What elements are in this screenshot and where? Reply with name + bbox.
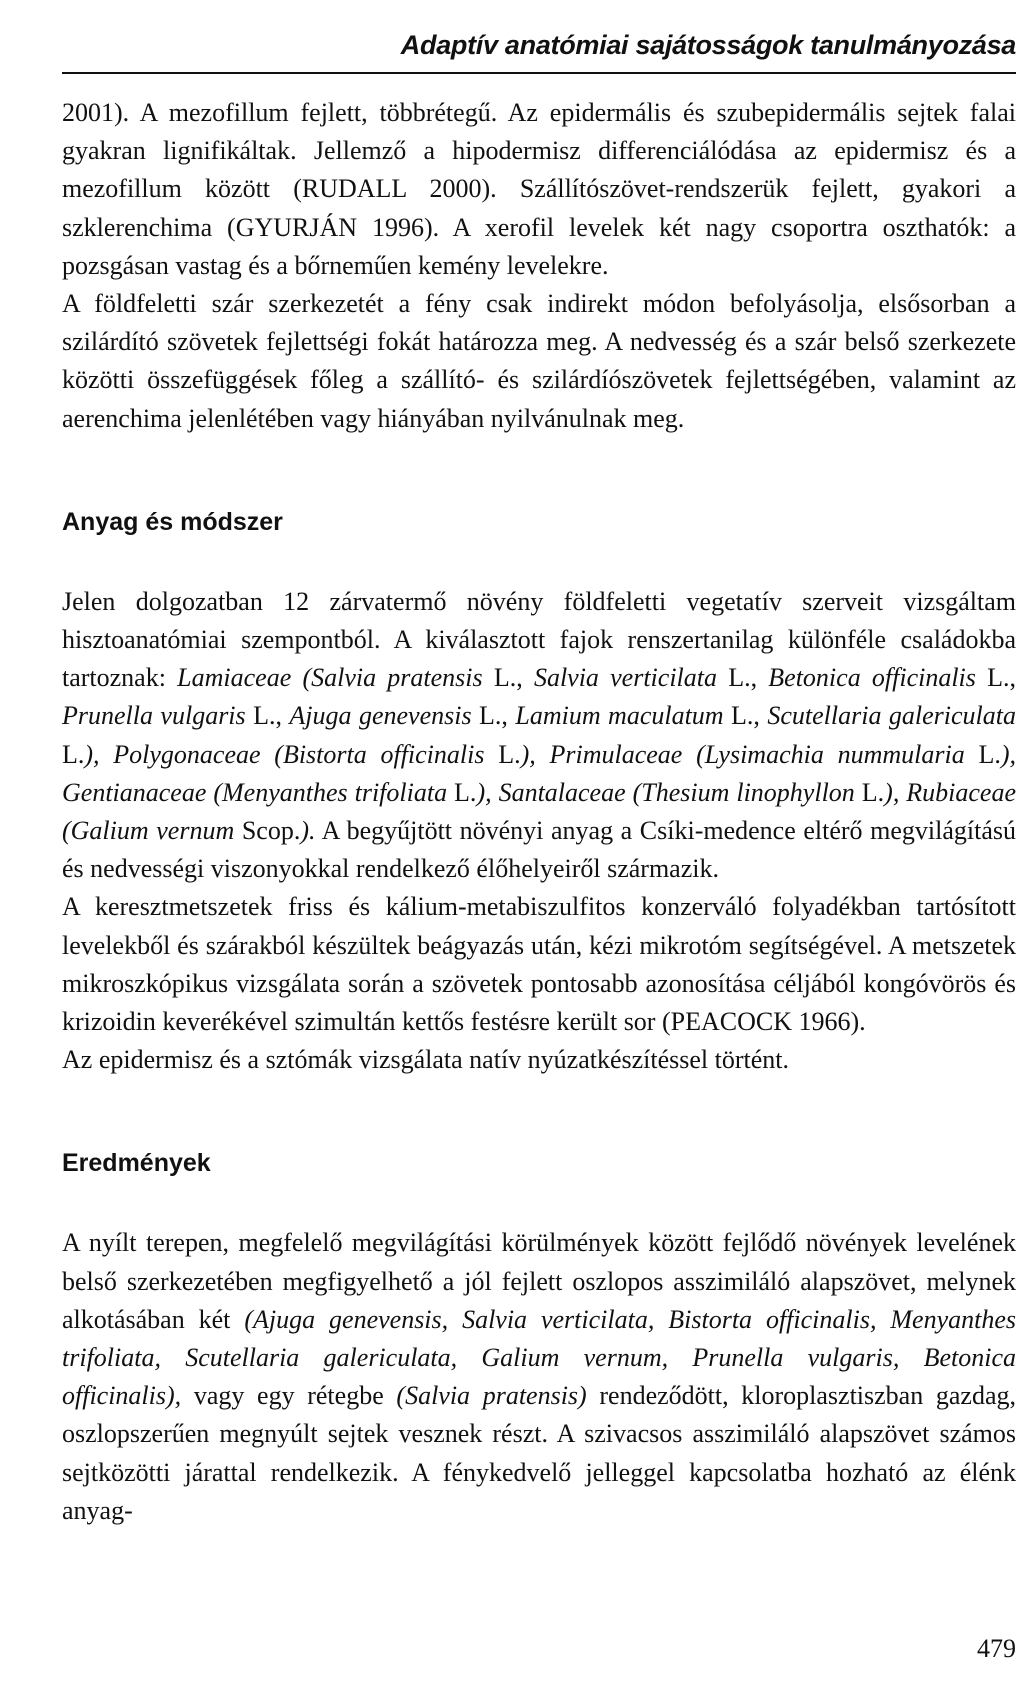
section-heading-methods: Anyag és módszer [62, 507, 283, 536]
taxon-run: (Salvia pratensis) [396, 1381, 587, 1411]
taxon-run: ), Gentianaceae (Menyanthes trifoliata [62, 739, 1017, 807]
taxon-run: Lamiaceae (Salvia pratensis [177, 663, 494, 693]
page [62, 0, 1016, 1705]
spacer [62, 1079, 1016, 1144]
text-run: vagy egy rétegbe [181, 1381, 397, 1411]
taxon-run: Salvia verticilata [533, 663, 729, 693]
spacer [62, 1182, 1016, 1224]
taxon-run: Ajuga genevensis [289, 701, 480, 731]
taxon-run: ), Polygonaceae (Bistorta officinalis [84, 739, 499, 769]
results-paragraph-1 [62, 1224, 1016, 1530]
text-run: L. [498, 739, 521, 769]
taxon-run: Prunella vulgaris [62, 701, 254, 731]
taxon-run: ). [300, 816, 316, 846]
text-run: Jelen dolgozatban 12 zárvatermő növény földfeletti vegetatív szerveit vizsgáltam hisztoanatómiai szempontból. A kiválasztott fajok renszertanilag különféle családokba tartoznak: [62, 586, 1016, 693]
page-number: 479 [977, 1634, 1016, 1663]
spacer [62, 438, 1016, 503]
taxon-run: ), Rubiaceae (Galium vernum [62, 777, 1017, 846]
methods-paragraph-1 [62, 583, 1016, 889]
running-head: Adaptív anatómiai sajátosságok tanulmányozása [400, 30, 1016, 60]
section-heading-results: Eredmények [62, 1149, 211, 1178]
header-rule [62, 72, 1016, 74]
taxon-run: ), Primulaceae (Lysimachia nummularia [520, 739, 979, 769]
intro-paragraph-2: A földfeletti szár szerkezetét a fény csak indirekt módon befolyásolja, elsősorban a szilárdító szövetek fejlettségi fokát határozza meg. A nedvesség és a szár belső szerkezete közötti összefüggések főleg a szállító- és szilárdíószövetek fejlettségében, valamint az aerenchima jelenlétében vagy hiányában nyilvánulnak meg. [62, 289, 1016, 433]
text-run: L., [493, 663, 534, 693]
body-text [62, 94, 1016, 1530]
text-run: A begyűjtött növényi anyag a Csíki-medence eltérő megvilágítású és nedvességi viszonyokkal rendelkező élőhelyeiről származik. [62, 816, 1016, 884]
spacer [62, 541, 1016, 583]
text-run: L. [62, 739, 85, 769]
text-run: A nyílt terepen, megfelelő megvilágítási körülmények között fejlődő növények levelének belső szerkezetében megfigyelhető a jól fejlett oszlopos asszimiláló alapszövet, melynek alkotásában két [62, 1228, 1016, 1334]
taxon-run: Lamium maculatum [515, 701, 732, 731]
taxon-run: Betonica officinalis [768, 663, 988, 693]
text-run: L., [731, 701, 768, 731]
text-run: L. [861, 777, 885, 807]
taxon-run: (Ajuga genevensis, Salvia verticilata, Bistorta officinalis, Menyanthes trifoliata, Scutellaria galericulata, Galium vernum, Prunella vulgaris, Betonica officinalis), [62, 1304, 1016, 1411]
methods-paragraph-3: Az epidermisz és a sztómák vizsgálata natív nyúzatkészítéssel történt. [62, 1045, 790, 1075]
taxon-run: Scutellaria galericulata [767, 701, 1016, 731]
methods-paragraph-2: A keresztmetszetek friss és kálium-metabiszulfitos konzerváló folyadékban tartósított levelekből és szárakból készültek beágyazás után, kézi mikrotóm segítségével. A metszetek mikroszkópikus vizsgálata során a szövetek pontosabb azonosítása céljából kongóvörös és krizoidin keverékével szimultán kettős festésre került sor (PEACOCK 1966). [62, 892, 1016, 1037]
taxon-run: ), Santalaceae (Thesium linophyllon [476, 777, 862, 807]
text-run: L. [978, 739, 1001, 769]
text-run: L. [454, 777, 477, 807]
text-run: L., [987, 663, 1016, 693]
text-run: L., [253, 701, 290, 731]
text-run: rendeződött, kloroplasztiszban gazdag, oszlopszerűen megnyúlt sejtek vesznek részt. A szivacsos asszimiláló alapszövet számos sejtközötti járattal rendelkezik. A fénykedvelő jelleggel kapcsolatba hozható az élénk anyag- [62, 1381, 1016, 1525]
text-run: L., [728, 663, 769, 693]
text-run: L., [479, 701, 516, 731]
text-run: Scop. [241, 816, 301, 846]
intro-paragraph-1: 2001). A mezofillum fejlett, többrétegű. Az epidermális és szubepidermális sejtek falai gyakran lignifikáltak. Jellemző a hipodermisz differenciálódása az epidermisz és a mezofillum között (RUDALL 2000). Szállítószövet-rendszerük fejlett, gyakori a szklerenchima (GYURJÁN 1996). A xerofil levelek két nagy csoportra oszthatók: a pozsgásan vastag és a bőrneműen kemény levelekre. [62, 98, 1016, 280]
